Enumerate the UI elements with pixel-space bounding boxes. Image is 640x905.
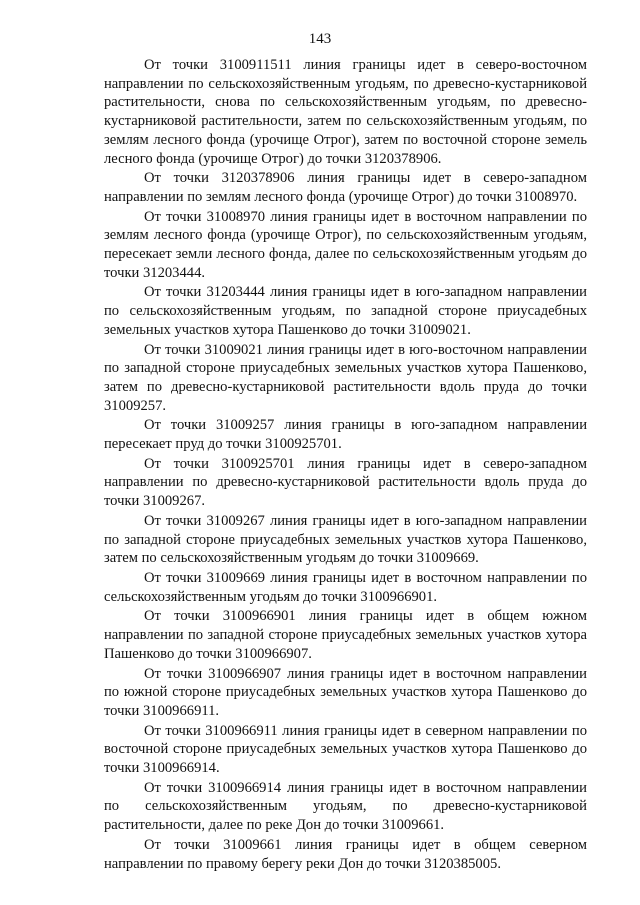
paragraph-7: От точки 3100925701 линия границы идет в северо-западном направлении по древесно-кустарниковой растительности вдоль пруда до точки 31009267. [104, 455, 587, 510]
document-body [104, 56, 587, 874]
paragraph-10: От точки 3100966901 линия границы идет в общем южном направлении по западной стороне приусадебных земельных участков хутора Пашенково до точки 3100966907. [104, 608, 587, 662]
paragraph-2: От точки 3120378906 линия границы идет в северо-западном направлении по землям лесного фонда (урочище Отрог) до точки 31008970. [104, 170, 587, 205]
paragraph-13: От точки 3100966914 линия границы идет в восточном направлении по сельскохозяйственным угодьям, по древесно-кустарниковой растительности, далее по реке Дон до точки 31009661. [104, 779, 587, 834]
paragraph-5: От точки 31009021 линия границы идет в юго-восточном направлении по западной стороне приусадебных земельных участков хутора Пашенково, затем по древесно-кустарниковой растительности вдоль пруда до точки 31009257. [104, 341, 587, 414]
paragraph-3: От точки 31008970 линия границы идет в восточном направлении по землям лесного фонда (урочище Отрог), по сельскохозяйственным угодьям, пересекает земли лесного фонда, далее по сельскохозяйственным угодьям до точки 31203444. [104, 208, 587, 281]
paragraph-4: От точки 31203444 линия границы идет в юго-западном направлении по сельскохозяйственным угодьям, по западной стороне приусадебных земельных участков хутора Пашенково до точки 31009021. [104, 284, 587, 338]
paragraph-1: От точки 3100911511 линия границы идет в северо-восточном направлении по сельскохозяйственным угодьям, по древесно-кустарниковой растительности, снова по сельскохозяйственным угодьям, по древесно-кустарниковой растительности, затем по сельскохозяйственным угодьям, по землям лесного фонда (урочище Отрог), затем по восточной стороне земель лесного фонда (урочище Отрог) до точки 3120378906. [104, 57, 587, 167]
page-number: 143 [308, 31, 332, 47]
paragraph-11: От точки 3100966907 линия границы идет в восточном направлении по южной стороне приусадебных земельных участков хутора Пашенково до точки 3100966911. [104, 665, 587, 719]
paragraph-12: От точки 3100966911 линия границы идет в северном направлении по восточной стороне приусадебных земельных участков хутора Пашенково до точки 3100966914. [104, 722, 587, 777]
paragraph-8: От точки 31009267 линия границы идет в юго-западном направлении по западной стороне приусадебных земельных участков хутора Пашенково, затем по сельскохозяйственным угодьям до точки 31009669. [104, 512, 587, 567]
paragraph-9: От точки 31009669 линия границы идет в восточном направлении по сельскохозяйственным угодьям до точки 3100966901. [104, 569, 587, 605]
paragraph-6: От точки 31009257 линия границы в юго-западном направлении пересекает пруд до точки 3100925701. [104, 417, 587, 453]
paragraph-14: От точки 31009661 линия границы идет в общем северном направлении по правому берегу реки Дон до точки 3120385005. [104, 836, 587, 872]
